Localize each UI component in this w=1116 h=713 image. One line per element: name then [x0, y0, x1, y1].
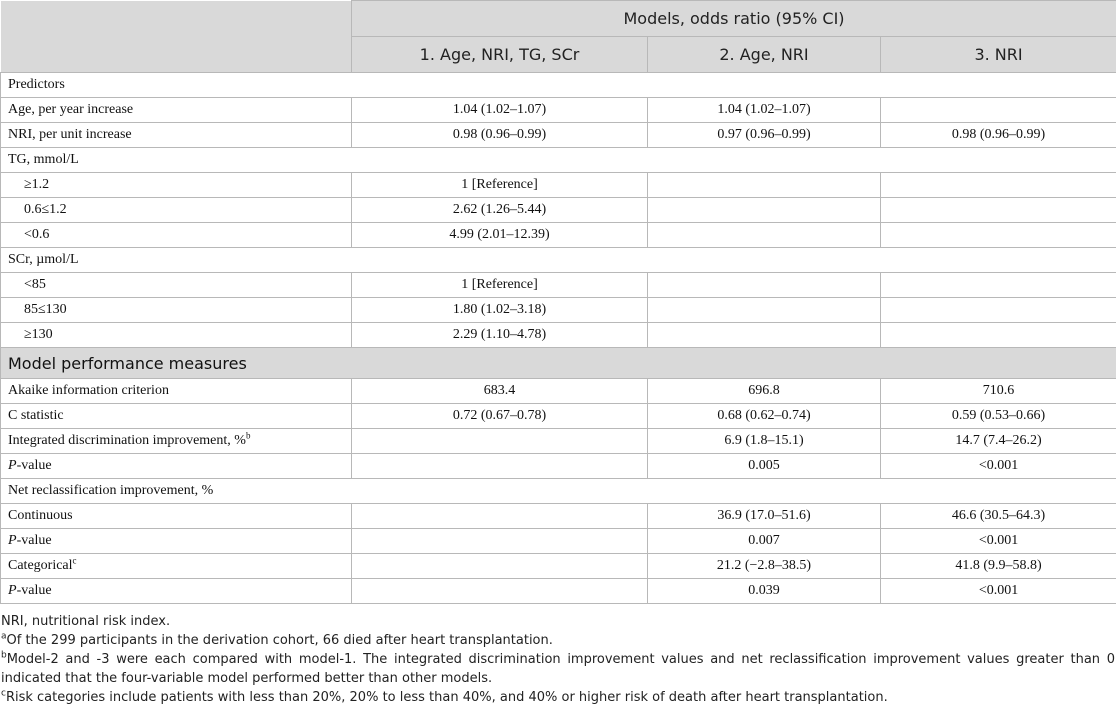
row-label: 0.6≤1.2 — [1, 198, 352, 223]
model-2-value — [648, 273, 881, 298]
table-row — [1, 223, 1116, 248]
models-group-header: Models, odds ratio (95% CI) — [352, 1, 1116, 37]
model-3-value — [881, 173, 1116, 198]
footnote-text: Risk categories include patients with less than 20%, 20% to less than 40%, and 40% or higher risk of death after heart transplantation. — [5, 690, 888, 705]
model-2-value — [648, 323, 881, 348]
model-3-header: 3. NRI — [881, 37, 1116, 73]
tg-title-row — [1, 148, 1116, 173]
table-row — [1, 454, 1116, 479]
model-1-value: 4.99 (2.01–12.39) — [352, 223, 648, 248]
model-3-value: 0.98 (0.96–0.99) — [881, 123, 1116, 148]
tg-title: TG, mmol/L — [1, 148, 1116, 173]
model-1-value: 0.98 (0.96–0.99) — [352, 123, 648, 148]
row-label — [1, 429, 352, 454]
footnote-text: Model-2 and -3 were each compared with model-1. The integrated discrimination improvement values and net reclassification improvement values greater than 0 indicated that the four-variable model performed better than other models. — [1, 652, 1115, 686]
performance-section-title: Model performance measures — [1, 348, 1116, 379]
p-italic: P — [8, 458, 17, 473]
model-3-value — [881, 223, 1116, 248]
footnote-abbrev: NRI, nutritional risk index. — [1, 614, 171, 629]
model-3-value: 41.8 (9.9–58.8) — [881, 554, 1116, 579]
model-3-value: 710.6 — [881, 379, 1116, 404]
p-italic: P — [8, 533, 17, 548]
nri-title: Net reclassification improvement, % — [1, 479, 1116, 504]
model-1-value: 1 [Reference] — [352, 173, 648, 198]
table-row — [1, 173, 1116, 198]
model-2-value: 0.005 — [648, 454, 881, 479]
model-3-value — [881, 298, 1116, 323]
model-3-value: 14.7 (7.4–26.2) — [881, 429, 1116, 454]
model-1-value: 683.4 — [352, 379, 648, 404]
performance-section-row — [1, 348, 1116, 379]
p-rest: -value — [16, 533, 52, 548]
table-row — [1, 273, 1116, 298]
model-1-value — [352, 429, 648, 454]
model-1-value: 1.80 (1.02–3.18) — [352, 298, 648, 323]
model-1-value: 1.04 (1.02–1.07) — [352, 98, 648, 123]
model-2-value: 0.68 (0.62–0.74) — [648, 404, 881, 429]
model-2-value: 0.007 — [648, 529, 881, 554]
row-label: <0.6 — [1, 223, 352, 248]
row-label-text: Integrated discrimination improvement, % — [8, 433, 246, 448]
model-2-header: 2. Age, NRI — [648, 37, 881, 73]
model-3-value: <0.001 — [881, 454, 1116, 479]
row-label — [1, 579, 352, 604]
p-italic: P — [8, 583, 17, 598]
footnote-marker: c — [1, 688, 6, 699]
table-row — [1, 323, 1116, 348]
model-3-value — [881, 98, 1116, 123]
footnote-marker: b — [245, 430, 251, 441]
p-rest: -value — [16, 458, 52, 473]
model-3-value: <0.001 — [881, 579, 1116, 604]
footnote-c — [1, 688, 1115, 707]
model-1-value — [352, 454, 648, 479]
model-1-value: 2.62 (1.26–5.44) — [352, 198, 648, 223]
model-1-value: 2.29 (1.10–4.78) — [352, 323, 648, 348]
footnote-text: Of the 299 participants in the derivation cohort, 66 died after heart transplantation. — [6, 633, 553, 648]
footnote-b — [1, 650, 1115, 688]
row-label: NRI, per unit increase — [1, 123, 352, 148]
row-label-text: Categorical — [8, 558, 73, 573]
model-2-value: 1.04 (1.02–1.07) — [648, 98, 881, 123]
row-label — [1, 554, 352, 579]
table-footnotes — [1, 612, 1115, 707]
model-3-value — [881, 273, 1116, 298]
nri-title-row — [1, 479, 1116, 504]
footnote-marker: b — [1, 650, 7, 661]
table-row — [1, 198, 1116, 223]
header-blank-cell — [1, 1, 352, 73]
table-row — [1, 504, 1116, 529]
row-label: Age, per year increase — [1, 98, 352, 123]
model-3-value: 46.6 (30.5–64.3) — [881, 504, 1116, 529]
model-1-header: 1. Age, NRI, TG, SCr — [352, 37, 648, 73]
p-rest: -value — [16, 583, 52, 598]
model-1-value — [352, 504, 648, 529]
scr-title-row — [1, 248, 1116, 273]
model-3-value: <0.001 — [881, 529, 1116, 554]
table-row — [1, 298, 1116, 323]
model-1-value — [352, 554, 648, 579]
model-1-value — [352, 529, 648, 554]
table-row — [1, 554, 1116, 579]
model-3-value — [881, 323, 1116, 348]
table-row — [1, 404, 1116, 429]
model-1-value: 0.72 (0.67–0.78) — [352, 404, 648, 429]
table-row — [1, 579, 1116, 604]
predictors-title: Predictors — [1, 73, 1116, 98]
model-2-value: 696.8 — [648, 379, 881, 404]
row-label: 85≤130 — [1, 298, 352, 323]
model-2-value — [648, 298, 881, 323]
footnote-a — [1, 631, 1115, 650]
model-1-value: 1 [Reference] — [352, 273, 648, 298]
row-label: ≥1.2 — [1, 173, 352, 198]
model-2-value: 6.9 (1.8–15.1) — [648, 429, 881, 454]
header-row-group — [1, 1, 1116, 37]
row-label: C statistic — [1, 404, 352, 429]
footnote-marker: c — [72, 555, 77, 566]
model-2-value: 36.9 (17.0–51.6) — [648, 504, 881, 529]
model-3-value: 0.59 (0.53–0.66) — [881, 404, 1116, 429]
row-label — [1, 529, 352, 554]
row-label — [1, 454, 352, 479]
model-2-value — [648, 223, 881, 248]
model-2-value — [648, 173, 881, 198]
row-label: ≥130 — [1, 323, 352, 348]
model-1-value — [352, 579, 648, 604]
model-2-value: 21.2 (−2.8–38.5) — [648, 554, 881, 579]
model-2-value: 0.97 (0.96–0.99) — [648, 123, 881, 148]
table-row — [1, 529, 1116, 554]
footnote-marker: a — [1, 631, 7, 642]
table-row — [1, 98, 1116, 123]
table-row — [1, 379, 1116, 404]
model-3-value — [881, 198, 1116, 223]
table-row — [1, 429, 1116, 454]
predictors-title-row — [1, 73, 1116, 98]
scr-title: SCr, µmol/L — [1, 248, 1116, 273]
row-label: Akaike information criterion — [1, 379, 352, 404]
model-2-value: 0.039 — [648, 579, 881, 604]
row-label: Continuous — [1, 504, 352, 529]
table-row — [1, 123, 1116, 148]
row-label: <85 — [1, 273, 352, 298]
model-2-value — [648, 198, 881, 223]
